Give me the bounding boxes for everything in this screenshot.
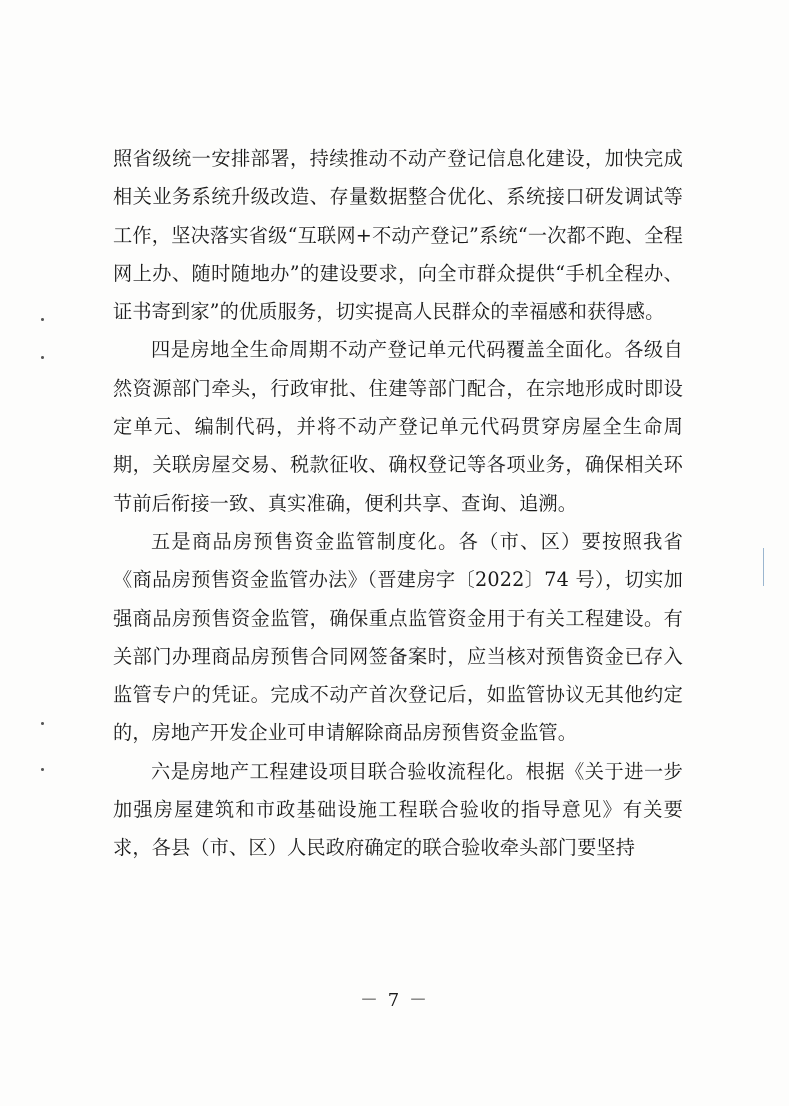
scan-mark — [41, 318, 44, 321]
body-text — [113, 140, 683, 868]
scan-mark — [41, 722, 44, 725]
paragraph-lead: 六是房地产工程建设项目联合验收流程化。 — [151, 759, 526, 783]
paragraph-text: 照省级统一安排部署，持续推动不动产登记信息化建设，加快完成相关业务系统升级改造、存量数据整合优化、系统接口研发调试等工作，坚决落实省级“互联网+不动产登记”系统“一次都不跑、全程网上办、随时随地办”的建设要求，向全市群众提供“手机全程办、证书寄到家”的优质服务，切实提高人民群众的幸福感和获得感。 — [113, 147, 683, 324]
paragraph-text: 各（市、区）要按照我省《商品房预售资金监管办法》（晋建房字〔2022〕74 号），切实加强商品房预售资金监管，确保重点监管资金用于有关工程建设。有关部门办理商品房预售合同网签备案时，应当核对预售资金已存入监管专户的凭证。完成不动产首次登记后，如监管协议无其他约定的，房地产开发企业可申请解除商品房预售资金监管。 — [113, 529, 683, 745]
page-number: － 7 － — [360, 990, 429, 1011]
paragraph-lead: 五是商品房预售资金监管制度化。 — [151, 529, 459, 553]
paragraph-lead: 四是房地全生命周期不动产登记单元代码覆盖全面化。 — [151, 338, 625, 362]
paragraph-4 — [113, 753, 683, 868]
paragraph-text: 各级自然资源部门牵头，行政审批、住建等部门配合，在宗地形成时即设定单元、编制代码，并将不动产登记单元代码贯穿房屋全生命周期，关联房屋交易、税款征收、确权登记等各项业务，确保相关环节前后衔接一致、真实准确，便利共享、查询、追溯。 — [113, 338, 683, 515]
paragraph-text: 根据《关于进一步加强房屋建筑和市政基础设施工程联合验收的指导意见》有关要求，各县（市、区）人民政府确定的联合验收牵头部门要坚持 — [113, 759, 683, 860]
scan-mark — [41, 768, 44, 771]
scan-mark — [763, 548, 764, 586]
scan-mark — [41, 356, 44, 359]
paragraph-2 — [113, 331, 683, 522]
paragraph-1 — [113, 140, 683, 331]
paragraph-3 — [113, 523, 683, 753]
